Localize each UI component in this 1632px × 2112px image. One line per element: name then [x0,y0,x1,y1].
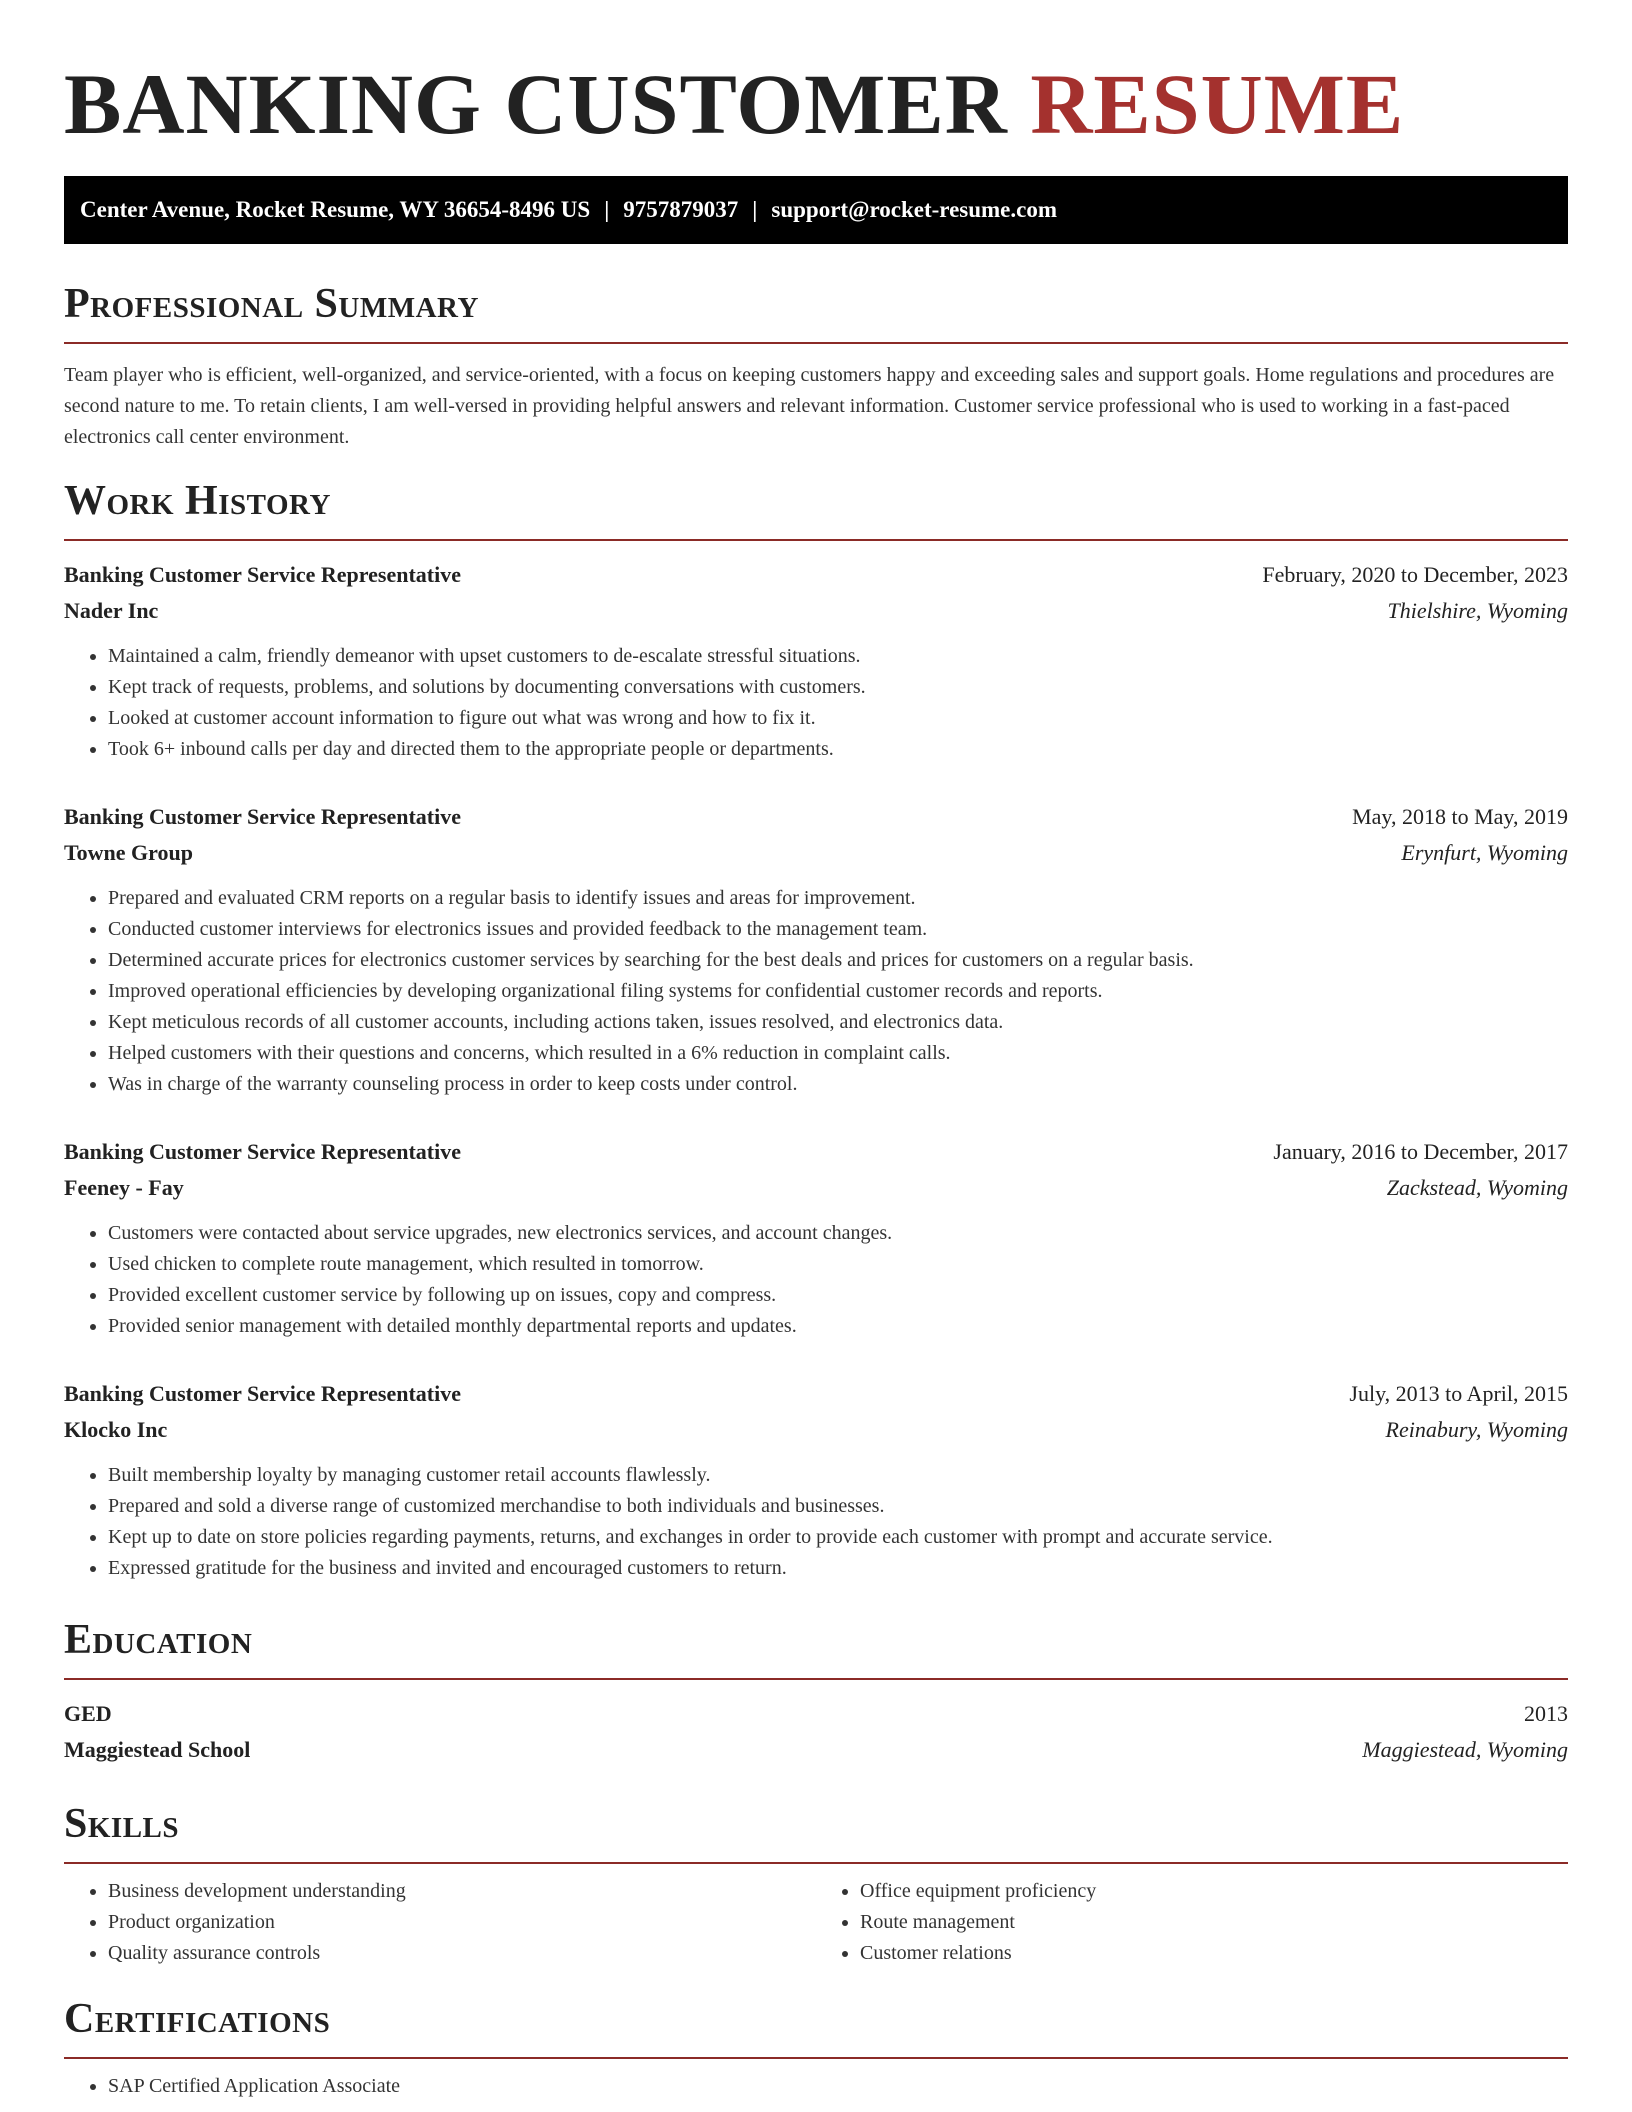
job-bullet: • Used chicken to complete route management, which resulted in tomorrow. [108,1249,1568,1280]
contact-separator: | [752,197,758,222]
job-entry [64,1134,1568,1342]
education-row [64,1696,1568,1732]
job-bullet: • Was in charge of the warranty counseling process in order to keep costs under control. [108,1069,1568,1100]
job-bullet: • Prepared and evaluated CRM reports on a regular basis to identify issues and areas for improvement. [108,883,1568,914]
job-header-row [64,557,1568,593]
resume-title [64,0,1568,154]
job-header-row [64,799,1568,835]
section-divider [64,2057,1568,2059]
summary-text: Team player who is efficient, well-organized, and service-oriented, with a focus on keeping customers happy and exceeding sales and support goals. Home regulations and procedures are second nature to me. To retain clients, I am well-versed in providing helpful answers and relevant information. Customer service professional who is used to working in a fast-paced electronics call center environment. [64,364,1555,448]
contact-email[interactable]: support@rocket-resume.com [771,197,1058,222]
skills-list-left [64,1876,816,1969]
section-divider [64,539,1568,541]
education-section [64,1614,1568,1768]
contact-separator: | [604,197,610,222]
job-company: Towne Group [64,840,193,865]
skills-section [64,1798,1568,1969]
section-divider [64,1862,1568,1864]
job-bullets [64,1218,1568,1342]
job-bullets [64,1460,1568,1584]
job-company-row [64,835,1568,871]
job-bullet: • Kept up to date on store policies regarding payments, returns, and exchanges in order to provide each customer with prompt and accurate service. [108,1522,1568,1553]
job-entry [64,1376,1568,1584]
education-school: Maggiestead School [64,1737,251,1762]
job-bullet: • Determined accurate prices for electronics customer services by searching for the best deals and prices for customers on a regular basis. [108,945,1568,976]
job-bullet: • Expressed gratitude for the business and invited and encouraged customers to return. [108,1553,1568,1584]
job-bullets [64,883,1568,1100]
skill-item: • Business development understanding [108,1876,816,1907]
job-dates: May, 2018 to May, 2019 [1352,804,1568,829]
certification-item: • SAP Certified Application Associate [108,2071,1568,2102]
job-location: Thielshire, Wyoming [1387,598,1568,623]
job-bullet: • Kept meticulous records of all customer accounts, including actions taken, issues resolved, and electronics data. [108,1007,1568,1038]
job-location: Erynfurt, Wyoming [1401,840,1568,865]
job-company: Feeney - Fay [64,1175,184,1200]
job-bullet: • Kept track of requests, problems, and solutions by documenting conversations with customers. [108,672,1568,703]
job-bullet: • Improved operational efficiencies by developing organizational filing systems for confidential customer records and reports. [108,976,1568,1007]
skill-item: • Office equipment proficiency [860,1876,1568,1907]
job-bullet: • Customers were contacted about service upgrades, new electronics services, and account changes. [108,1218,1568,1249]
job-dates: July, 2013 to April, 2015 [1349,1381,1568,1406]
job-title: Banking Customer Service Representative [64,1381,461,1406]
job-location: Reinabury, Wyoming [1385,1417,1568,1442]
summary-section [64,278,1568,453]
skill-item: • Product organization [108,1907,816,1938]
job-list [64,557,1568,1584]
section-divider [64,342,1568,344]
job-bullets [64,641,1568,765]
contact-address: Center Avenue, Rocket Resume, WY 36654-8496 US [80,197,591,222]
job-location: Zackstead, Wyoming [1386,1175,1568,1200]
section-heading: Certifications [64,1996,331,2042]
title-accent: RESUME [1030,56,1405,152]
job-title: Banking Customer Service Representative [64,562,461,587]
job-header-row [64,1376,1568,1412]
skills-list-right [816,1876,1568,1969]
job-entry [64,799,1568,1100]
job-title: Banking Customer Service Representative [64,804,461,829]
job-entry [64,557,1568,765]
job-bullet: • Looked at customer account information to figure out what was wrong and how to fix it. [108,703,1568,734]
job-bullet: • Built membership loyalty by managing customer retail accounts flawlessly. [108,1460,1568,1491]
job-company: Klocko Inc [64,1417,168,1442]
skill-item: • Customer relations [860,1938,1568,1969]
job-bullet: • Conducted customer interviews for electronics issues and provided feedback to the management team. [108,914,1568,945]
skill-item: • Quality assurance controls [108,1938,816,1969]
job-company: Nader Inc [64,598,159,623]
job-bullet: • Provided senior management with detailed monthly departmental reports and updates. [108,1311,1568,1342]
skills-columns [64,1876,1568,1969]
section-divider [64,1678,1568,1680]
work-history-section [64,475,1568,1584]
job-dates: February, 2020 to December, 2023 [1262,562,1568,587]
job-bullet: • Prepared and sold a diverse range of customized merchandise to both individuals and businesses. [108,1491,1568,1522]
title-main: BANKING CUSTOMER [64,56,1008,152]
education-entry [64,1696,1568,1768]
certifications-section [64,1993,1568,2102]
section-heading: Professional Summary [64,281,479,327]
job-bullet: • Maintained a calm, friendly demeanor with upset customers to de-escalate stressful situations. [108,641,1568,672]
job-header-row [64,1134,1568,1170]
section-heading: Work History [64,478,331,524]
education-row [64,1732,1568,1768]
job-company-row [64,1170,1568,1206]
contact-bar [64,176,1568,244]
education-degree: GED [64,1701,112,1726]
job-company-row [64,593,1568,629]
certifications-list [64,2071,1568,2102]
skill-item: • Route management [860,1907,1568,1938]
job-company-row [64,1412,1568,1448]
job-bullet: • Provided excellent customer service by following up on issues, copy and compress. [108,1280,1568,1311]
job-bullet: • Helped customers with their questions and concerns, which resulted in a 6% reduction in complaint calls. [108,1038,1568,1069]
job-dates: January, 2016 to December, 2017 [1273,1139,1568,1164]
education-location: Maggiestead, Wyoming [1362,1737,1568,1762]
section-heading: Skills [64,1801,180,1847]
job-bullet: • Took 6+ inbound calls per day and directed them to the appropriate people or departments. [108,734,1568,765]
section-heading: Education [64,1617,253,1663]
job-title: Banking Customer Service Representative [64,1139,461,1164]
education-year: 2013 [1524,1701,1568,1726]
contact-phone[interactable]: 9757879037 [623,197,739,222]
